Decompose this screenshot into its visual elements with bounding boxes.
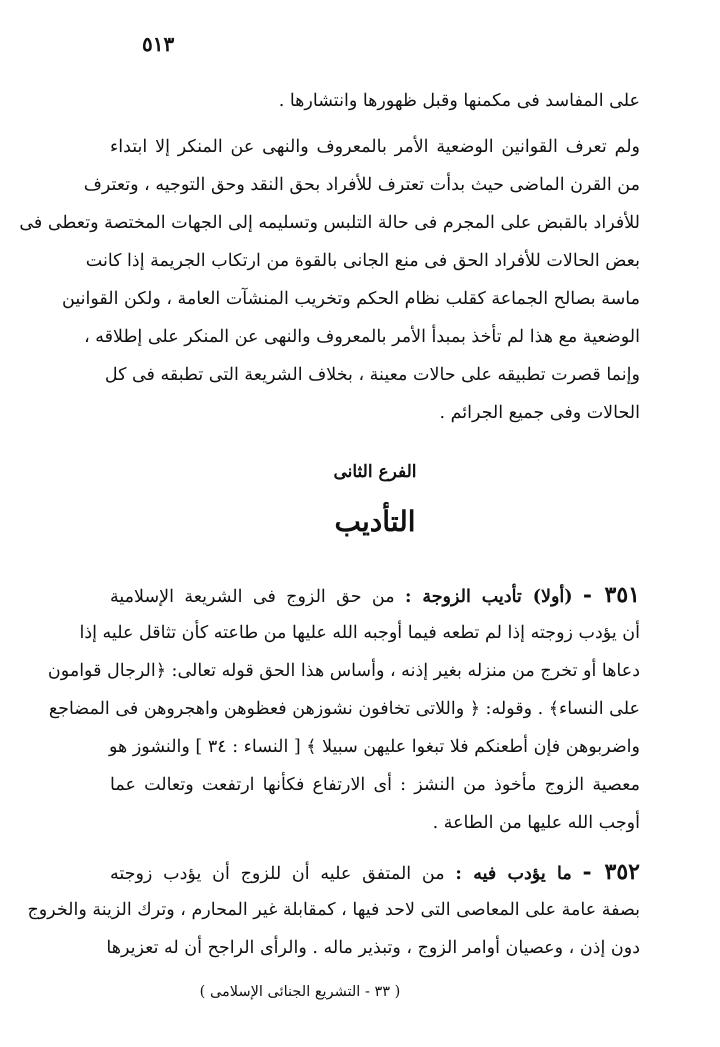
paragraph-first-line [110,576,640,614]
paragraph-line: ولم تعرف القوانين الوضعية الأمر بالمعروف والنهى عن المنكر إلا ابتداء [110,137,640,157]
page-footer: ( ٣٣ - التشريع الجنائى الإسلامى ) [199,984,401,1000]
paragraph-line: ماسة بصالح الجماعة كقلب نظام الحكم وتخريب المنشآت العامة ، ولكن القوانين [62,289,640,309]
paragraph-line: الوضعية مع هذا لم تأخذ بمبدأ الأمر بالمعروف والنهى عن المنكر على إطلاقه ، [84,327,640,347]
paragraph-line: وإنما قصرت تطبيقه على حالات معينة ، بخلاف الشريعة التى تطبقه فى كل [104,365,640,385]
paragraph-line: بعض الحالات للأفراد الحق فى منع الجانى بالقوة من ارتكاب الجريمة إذا كانت [85,251,640,271]
item-number: ٣٥٢ - [582,859,640,885]
first-line-text: من المتفق عليه أن للزوج أن يؤدب زوجته [110,864,445,884]
paragraph-line: أن يؤدب زوجته إذا لم تطعه فيما أوجبه الله عليها من طاعته كأن تثاقل عليه إذا [79,623,640,643]
paragraph-line: دون إذن ، وعصيان أوامر الزوج ، وتبذير ماله . والرأى الراجح أن له تعزيرها [106,938,640,958]
paragraph-line: واضربوهن فإن أطعنكم فلا تبغوا عليهن سبيلا ﴾ [ النساء : ٣٤ ] والنشوز هو [109,737,640,757]
paragraph-line: بصفة عامة على المعاصى التى لاحد فيها ، كمقابلة غير المحارم ، وترك الزينة والخروج [27,900,640,920]
item-label: ما يؤدب فيه : [455,864,572,884]
paragraph-first-line [110,853,640,891]
item-label: (أولا) تأديب الزوجة : [405,587,573,607]
paragraph-1 [110,82,640,120]
item-number: ٣٥١ - [582,582,640,608]
page-number: ٥١٣ [142,32,175,56]
paragraph-351 [47,576,640,842]
first-line-text: من حق الزوج فى الشريعة الإسلامية [110,587,395,607]
paragraph-line: الحالات وفى جميع الجرائم . [439,403,640,423]
section-subheading: الفرع الثانى [333,462,417,482]
section-title: التأديب [334,505,416,538]
paragraph-line: على المفاسد فى مكمنها وقبل ظهورها وانتشارها . [278,91,640,111]
paragraph-line: للأفراد بالقبض على المجرم فى حالة التلبس وتسليمه إلى الجهات المختصة وتعطى فى [19,213,640,233]
paragraph-line: على النساء﴾ . وقوله: ﴿ واللاتى تخافون نشوزهن فعظوهن واهجروهن فى المضاجع [48,699,640,719]
paragraph-line: دعاها أو تخرج من منزله بغير إذنه ، وأساس هذا الحق قوله تعالى: ﴿الرجال قوامون [47,661,640,681]
paragraph-line: أوجب الله عليها من الطاعة . [432,813,640,833]
paragraph-352 [27,853,640,967]
paragraph-2 [19,128,640,432]
paragraph-line: معصية الزوج مأخوذ من النشز : أى الارتفاع فكأنها ارتفعت وتعالت عما [110,775,640,795]
paragraph-line: من القرن الماضى حيث بدأت تعترف للأفراد بحق النقد وحق التوجيه ، وتعترف [83,175,640,195]
